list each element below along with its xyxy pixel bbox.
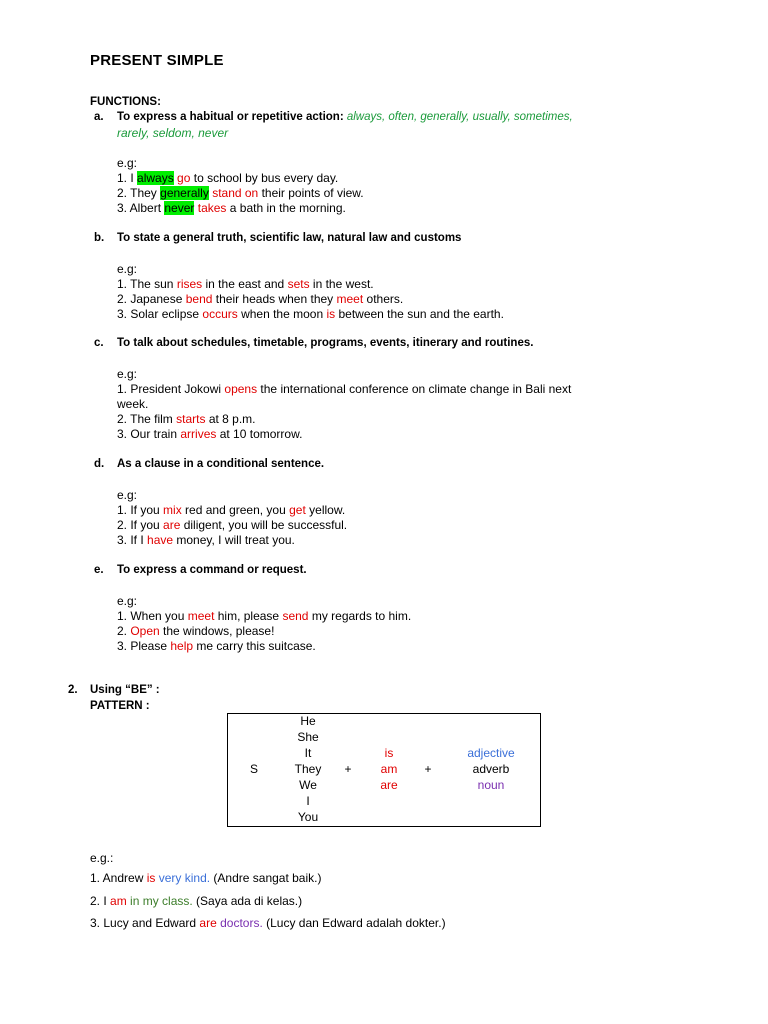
colored-word: help bbox=[170, 639, 194, 653]
eg-label: e.g: bbox=[117, 156, 138, 170]
colored-word: very kind. bbox=[158, 871, 211, 885]
pronoun-cell: It bbox=[304, 746, 312, 760]
text-run: when the moon bbox=[237, 307, 327, 321]
colored-word: rises bbox=[176, 277, 203, 291]
example-line bbox=[117, 277, 374, 292]
pattern-table bbox=[227, 713, 541, 827]
text-run: money, I will treat you. bbox=[173, 533, 295, 547]
colored-word: bend bbox=[185, 292, 213, 306]
colored-word: have bbox=[147, 533, 174, 547]
section-letter: c. bbox=[94, 337, 104, 349]
text-run: 3. Solar eclipse bbox=[117, 307, 203, 321]
section-b-heading bbox=[94, 232, 461, 244]
text-run: their points of view. bbox=[258, 186, 364, 200]
example-line bbox=[117, 292, 403, 307]
text-run: a bath in the morning. bbox=[226, 201, 346, 215]
section-d-heading bbox=[94, 458, 324, 470]
text-run: my regards to him. bbox=[308, 609, 412, 623]
complement-cell: adjective bbox=[467, 746, 515, 760]
text-run: 3. Lucy and Edward bbox=[90, 916, 200, 930]
section-heading-text: To express a command or request. bbox=[117, 564, 307, 576]
colored-word: send bbox=[282, 609, 309, 623]
highlighted-adverb: always bbox=[137, 171, 174, 185]
example-line bbox=[117, 201, 346, 216]
colored-word: occurs bbox=[202, 307, 238, 321]
keywords-line-1: always, often, generally, usually, sometimes, bbox=[346, 111, 573, 123]
text-run: week. bbox=[117, 397, 149, 411]
text-run: red and green, you bbox=[181, 503, 290, 517]
colored-word: go bbox=[177, 171, 191, 185]
text-run: to school by bus every day. bbox=[190, 171, 339, 185]
text-run: the windows, please! bbox=[159, 624, 275, 638]
text-run: 1. Andrew bbox=[90, 871, 147, 885]
pronoun-cell: She bbox=[297, 730, 319, 744]
section-letter: a. bbox=[94, 111, 104, 123]
be-example-line bbox=[90, 916, 446, 930]
example-line bbox=[117, 171, 338, 186]
colored-word: in my class. bbox=[130, 894, 193, 908]
text-run: 2. If you bbox=[117, 518, 164, 532]
colored-word: is bbox=[146, 871, 156, 885]
be-form-cell: is bbox=[384, 746, 394, 760]
section-letter: e. bbox=[94, 564, 104, 576]
section-c-heading bbox=[94, 337, 533, 349]
text-run: (Saya ada di kelas.) bbox=[192, 894, 303, 908]
highlighted-adverb: never bbox=[164, 201, 195, 215]
colored-word: Open bbox=[130, 624, 160, 638]
complement-cell: adverb bbox=[472, 762, 510, 776]
text-run: 3. Please bbox=[117, 639, 171, 653]
highlighted-adverb: generally bbox=[160, 186, 209, 200]
section-letter: d. bbox=[94, 458, 105, 470]
section-number: 2. bbox=[68, 684, 78, 696]
be-form-cell: am bbox=[380, 762, 398, 776]
section-a-heading bbox=[94, 111, 573, 123]
text-run: 2. I bbox=[90, 894, 111, 908]
section-e-heading bbox=[94, 564, 307, 576]
eg-label: e.g: bbox=[117, 262, 138, 276]
eg-label: e.g: bbox=[117, 594, 138, 608]
colored-word: mix bbox=[163, 503, 182, 517]
colored-word: are bbox=[199, 916, 217, 930]
colored-word: doctors. bbox=[220, 916, 263, 930]
eg-label: e.g: bbox=[117, 488, 138, 502]
text-run: 1. When you bbox=[117, 609, 188, 623]
colored-word: takes bbox=[197, 201, 227, 215]
text-run: others. bbox=[363, 292, 404, 306]
pronoun-cell: I bbox=[306, 794, 310, 808]
example-line bbox=[117, 397, 148, 412]
section-heading-text: To talk about schedules, timetable, programs, events, itinerary and routines. bbox=[117, 337, 534, 349]
section-heading-text: As a clause in a conditional sentence. bbox=[117, 458, 325, 470]
text-run: me carry this suitcase. bbox=[193, 639, 316, 653]
section-heading-text: To state a general truth, scientific law, natural law and customs bbox=[117, 232, 462, 244]
colored-word: meet bbox=[187, 609, 215, 623]
section-2-heading-text: Using “BE” : bbox=[90, 684, 160, 696]
section-heading-text: To express a habitual or repetitive action: bbox=[117, 111, 344, 123]
functions-label: FUNCTIONS: bbox=[90, 96, 161, 108]
pronoun-cell: He bbox=[300, 714, 316, 728]
colored-word: sets bbox=[287, 277, 310, 291]
colored-word: am bbox=[110, 894, 127, 908]
subject-cell: S bbox=[249, 762, 258, 776]
text-run: their heads when they bbox=[212, 292, 337, 306]
text-run: yellow. bbox=[305, 503, 346, 517]
example-line bbox=[117, 427, 302, 442]
text-run: diligent, you will be successful. bbox=[180, 518, 348, 532]
text-run: (Lucy dan Edward adalah dokter.) bbox=[262, 916, 446, 930]
text-run: between the sun and the earth. bbox=[335, 307, 504, 321]
colored-word: opens bbox=[224, 382, 258, 396]
complement-cell: noun bbox=[477, 778, 505, 792]
colored-word: get bbox=[289, 503, 306, 517]
section-letter: b. bbox=[94, 232, 105, 244]
colored-word: meet bbox=[336, 292, 364, 306]
text-run: 3. Our train bbox=[117, 427, 181, 441]
pattern-label: PATTERN : bbox=[90, 700, 150, 712]
colored-word: arrives bbox=[180, 427, 217, 441]
text-run: in the west. bbox=[309, 277, 374, 291]
text-run: 2. The film bbox=[117, 412, 177, 426]
text-run: 3. Albert bbox=[117, 201, 165, 215]
example-line bbox=[117, 186, 364, 201]
text-run: in the east and bbox=[202, 277, 288, 291]
pronoun-cell: We bbox=[299, 778, 317, 792]
example-line bbox=[117, 382, 571, 397]
text-run: at 10 tomorrow. bbox=[216, 427, 303, 441]
text-run: 3. If I bbox=[117, 533, 148, 547]
example-line bbox=[117, 503, 345, 518]
example-line bbox=[117, 609, 411, 624]
be-example-line bbox=[90, 871, 321, 885]
be-example-line bbox=[90, 894, 302, 908]
section-2-heading bbox=[68, 684, 160, 696]
text-run: 1. President Jokowi bbox=[117, 382, 225, 396]
text-run: 2. Japanese bbox=[117, 292, 186, 306]
eg-label: e.g: bbox=[117, 367, 138, 381]
page-title: PRESENT SIMPLE bbox=[90, 52, 224, 69]
example-line bbox=[117, 307, 504, 322]
text-run: at 8 p.m. bbox=[205, 412, 256, 426]
pronoun-cell: They bbox=[294, 762, 322, 776]
text-run: 2. bbox=[117, 624, 131, 638]
colored-word: are bbox=[163, 518, 181, 532]
plus-sign: + bbox=[424, 762, 432, 776]
keywords-line-2: rarely, seldom, never bbox=[117, 126, 229, 140]
plus-sign: + bbox=[344, 762, 352, 776]
text-run: the international conference on climate change in Bali next bbox=[257, 382, 572, 396]
colored-word: starts bbox=[176, 412, 206, 426]
example-line bbox=[117, 533, 295, 548]
text-run: him, please bbox=[214, 609, 283, 623]
text-run: 1. I bbox=[117, 171, 138, 185]
text-run: 1. The sun bbox=[117, 277, 177, 291]
example-line bbox=[117, 412, 256, 427]
be-form-cell: are bbox=[380, 778, 398, 792]
example-line bbox=[117, 624, 274, 639]
text-run: (Andre sangat baik.) bbox=[210, 871, 322, 885]
text-run: 1. If you bbox=[117, 503, 164, 517]
eg-label: e.g.: bbox=[90, 851, 114, 865]
text-run: 2. They bbox=[117, 186, 161, 200]
pronoun-cell: You bbox=[297, 810, 319, 824]
colored-word: is bbox=[326, 307, 336, 321]
example-line bbox=[117, 639, 316, 654]
colored-word: stand on bbox=[212, 186, 259, 200]
example-line bbox=[117, 518, 347, 533]
